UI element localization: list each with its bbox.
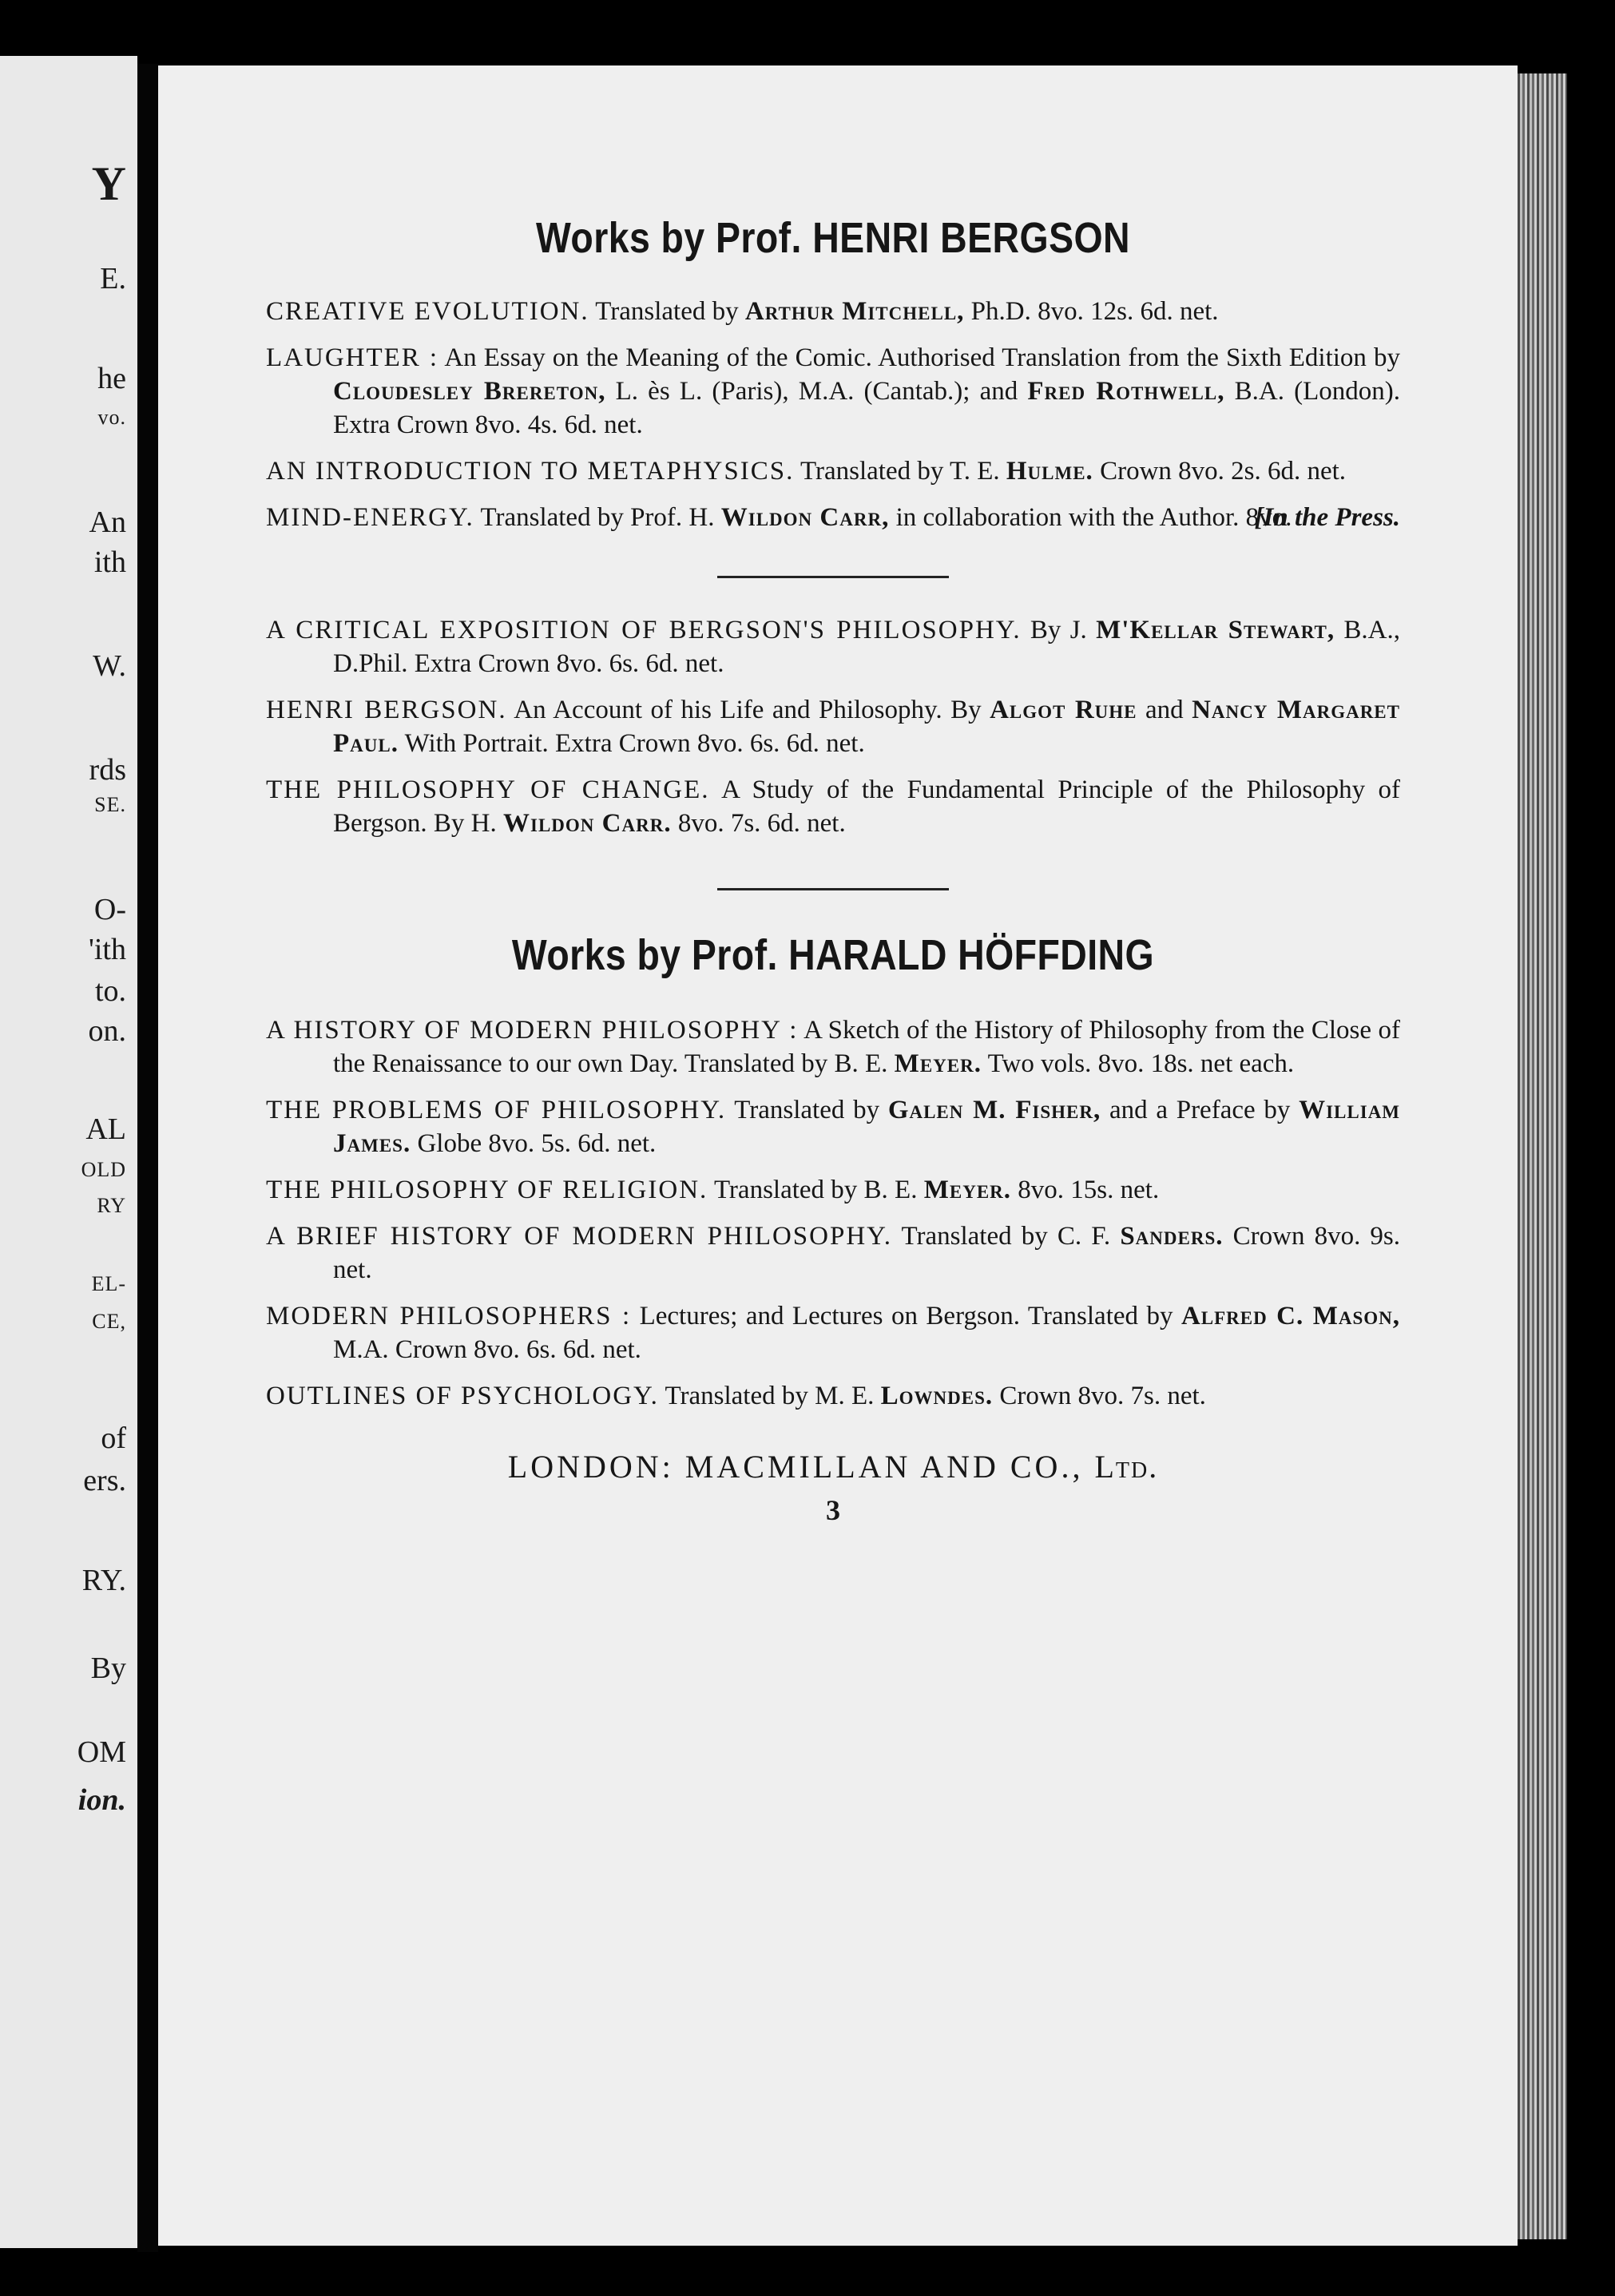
book-entry bbox=[266, 295, 1400, 328]
book-details: Ph.D. 8vo. 12s. 6d. net. bbox=[970, 297, 1219, 326]
book-details: and a Preface by bbox=[1109, 1096, 1291, 1124]
book-details: B.A., D.Phil. Extra Crown 8vo. 6s. 6d. net. bbox=[333, 616, 1401, 678]
book-description: Translated by Prof. H. bbox=[480, 503, 715, 532]
book-title: THE PROBLEMS OF PHILOSOPHY. bbox=[266, 1096, 727, 1124]
book-details: 8vo. 15s. net. bbox=[1018, 1176, 1160, 1204]
facing-page-fragment: of bbox=[101, 1422, 126, 1455]
book-entry bbox=[266, 1219, 1400, 1287]
author-name: Algot Ruhe bbox=[990, 696, 1137, 724]
facing-page-fragment: SE. bbox=[94, 793, 126, 816]
book-details: B.A. (London). Extra Crown 8vo. 4s. 6d. net. bbox=[333, 377, 1401, 439]
book-title: A CRITICAL EXPOSITION OF BERGSON'S PHILOSOPHY. bbox=[266, 616, 1022, 644]
book-title: LAUGHTER : bbox=[266, 343, 439, 372]
book-entry bbox=[266, 341, 1400, 442]
book-details: Crown 8vo. 7s. net. bbox=[999, 1382, 1206, 1410]
book-description: Translated by B. E. bbox=[713, 1176, 918, 1204]
facing-page-fragment: ith bbox=[93, 545, 126, 579]
facing-page-fragment: vo. bbox=[97, 406, 126, 429]
author-name: Meyer. bbox=[923, 1176, 1012, 1204]
book-title: HENRI BERGSON. bbox=[266, 696, 507, 724]
facing-page-fragment: OM bbox=[77, 1735, 126, 1769]
facing-page-fragment: OLD bbox=[81, 1158, 126, 1181]
imprint-text: LONDON: MACMILLAN AND CO., bbox=[507, 1449, 1084, 1485]
page-content bbox=[266, 65, 1400, 1527]
bergson-works-list bbox=[266, 295, 1400, 534]
imprint-ltd: Ltd. bbox=[1094, 1449, 1159, 1485]
book-details: in collaboration with the Author. 8vo. bbox=[895, 503, 1292, 532]
author-name: Wildon Carr. bbox=[503, 809, 672, 838]
book-entry bbox=[266, 454, 1400, 488]
facing-page-fragment: 'ith bbox=[89, 933, 126, 966]
book-description: An Account of his Life and Philosophy. By bbox=[514, 696, 982, 724]
book-description: By J. bbox=[1030, 616, 1087, 644]
facing-page-fragment: on. bbox=[88, 1014, 126, 1048]
book-entry bbox=[266, 1379, 1400, 1413]
facing-page-fragment: EL- bbox=[91, 1272, 126, 1295]
book-description: Translated by M. E. bbox=[665, 1382, 875, 1410]
book-description: An Essay on the Meaning of the Comic. Authorised Translation from the Sixth Edition by bbox=[444, 343, 1401, 372]
facing-page-fragment: E. bbox=[100, 262, 126, 295]
book-title: MIND-ENERGY. bbox=[266, 503, 474, 532]
facing-page bbox=[0, 56, 137, 2248]
book-details: L. ès L. (Paris), M.A. (Cantab.); and bbox=[615, 377, 1018, 406]
book-title: MODERN PHILOSOPHERS : bbox=[266, 1302, 632, 1330]
book-title: A BRIEF HISTORY OF MODERN PHILOSOPHY. bbox=[266, 1222, 892, 1251]
facing-page-fragment: O- bbox=[93, 893, 126, 926]
facing-page-fragment: An bbox=[89, 506, 126, 539]
author-name: Fred Rothwell, bbox=[1027, 377, 1225, 406]
book-details: 8vo. 7s. 6d. net. bbox=[677, 809, 846, 838]
author-name: M'Kellar Stewart, bbox=[1096, 616, 1335, 644]
facing-page-fragment: By bbox=[90, 1652, 126, 1685]
facing-page-fragment: CE, bbox=[92, 1310, 126, 1333]
author-name: Meyer. bbox=[894, 1049, 982, 1078]
hoffding-heading: Works by Prof. HARALD HÖFFDING bbox=[511, 931, 1155, 979]
author-name: William James. bbox=[333, 1096, 1401, 1158]
facing-page-fragment: to. bbox=[94, 974, 126, 1008]
book-title: THE PHILOSOPHY OF RELIGION. bbox=[266, 1176, 708, 1204]
facing-page-fragment: RY. bbox=[81, 1564, 126, 1597]
book-description: Lectures; and Lectures on Bergson. Translated by bbox=[639, 1302, 1173, 1330]
book-details: With Portrait. Extra Crown 8vo. 6s. 6d. net. bbox=[404, 729, 865, 758]
book-details: Crown 8vo. 9s. net. bbox=[333, 1222, 1401, 1284]
book-details: M.A. Crown 8vo. 6s. 6d. net. bbox=[333, 1335, 641, 1364]
book-description: Translated by bbox=[595, 297, 739, 326]
book-entry bbox=[266, 1093, 1400, 1160]
facing-page-fragment: he bbox=[97, 362, 126, 395]
book-description: A Study of the Fundamental Principle of the Philosophy of Bergson. By H. bbox=[333, 775, 1400, 838]
author-name: Sanders. bbox=[1120, 1222, 1224, 1251]
page-edge bbox=[1518, 73, 1567, 2239]
book-details: Globe 8vo. 5s. 6d. net. bbox=[417, 1129, 657, 1158]
facing-page-fragment: ion. bbox=[77, 1783, 126, 1817]
book-entry bbox=[266, 613, 1400, 680]
author-name: Nancy Margaret Paul. bbox=[333, 696, 1400, 758]
author-name: Hulme. bbox=[1006, 457, 1093, 486]
book-entry bbox=[266, 1173, 1400, 1207]
book-entry bbox=[266, 1299, 1400, 1366]
book-entry bbox=[266, 1013, 1400, 1081]
facing-page-fragment: RY bbox=[97, 1194, 126, 1217]
book-details: Crown 8vo. 2s. 6d. net. bbox=[1100, 457, 1347, 486]
book-entry bbox=[266, 501, 1400, 534]
author-name: Alfred C. Mason, bbox=[1180, 1302, 1401, 1330]
book-description: A Sketch of the History of Philosophy from the Close of the Renaissance to our own Day. Translated by B. E. bbox=[333, 1016, 1400, 1078]
bergson-heading: Works by Prof. HENRI BERGSON bbox=[535, 214, 1131, 262]
book-page bbox=[158, 65, 1518, 2246]
publisher-imprint bbox=[266, 1448, 1400, 1485]
book-title: A HISTORY OF MODERN PHILOSOPHY : bbox=[266, 1016, 799, 1045]
page-number: 3 bbox=[826, 1494, 840, 1526]
facing-page-fragment: AL bbox=[85, 1112, 126, 1146]
facing-page-fragment: Y bbox=[91, 157, 126, 210]
book-details: and bbox=[1145, 696, 1184, 724]
in-press-note: [In the Press. bbox=[1254, 503, 1400, 532]
facing-page-fragment: ers. bbox=[83, 1464, 126, 1497]
book-entry bbox=[266, 773, 1400, 840]
book-title: THE PHILOSOPHY OF CHANGE. bbox=[266, 775, 710, 804]
book-description: Translated by T. E. bbox=[800, 457, 1000, 486]
bergson-related-list bbox=[266, 613, 1400, 840]
author-name: Arthur Mitchell, bbox=[744, 297, 965, 326]
book-description: Translated by bbox=[734, 1096, 880, 1124]
book-description: Translated by C. F. bbox=[901, 1222, 1111, 1251]
author-name: Cloudesley Brereton, bbox=[333, 377, 606, 406]
author-name: Galen M. Fisher, bbox=[887, 1096, 1101, 1124]
book-title: AN INTRODUCTION TO METAPHYSICS. bbox=[266, 457, 795, 486]
facing-page-fragment: rds bbox=[89, 753, 126, 787]
author-name: Lowndes. bbox=[880, 1382, 994, 1410]
book-details: Two vols. 8vo. 18s. net each. bbox=[987, 1049, 1295, 1078]
hoffding-works-list bbox=[266, 1013, 1400, 1413]
book-title: CREATIVE EVOLUTION. bbox=[266, 297, 589, 326]
book-title: OUTLINES OF PSYCHOLOGY. bbox=[266, 1382, 659, 1410]
book-entry bbox=[266, 693, 1400, 760]
author-name: Wildon Carr, bbox=[720, 503, 890, 532]
binding-gutter bbox=[137, 64, 158, 2252]
facing-page-fragment: W. bbox=[93, 649, 126, 683]
